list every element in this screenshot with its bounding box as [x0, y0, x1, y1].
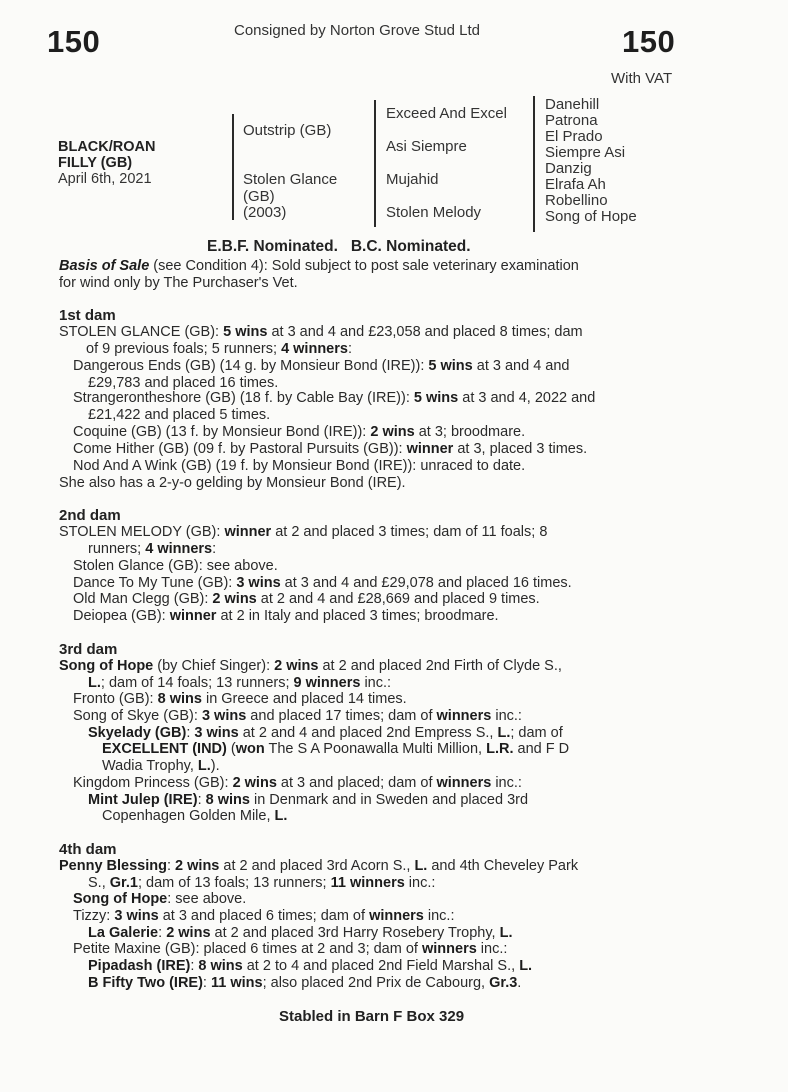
- gen3-name: El Prado: [545, 128, 603, 145]
- dam1-line: Come Hither (GB) (09 f. by Pastoral Pursuits (GB)): winner at 3, placed 3 times.: [73, 441, 588, 457]
- section-heading-2nd-dam: 2nd dam: [59, 507, 121, 524]
- dam3-line: L.; dam of 14 foals; 13 runners; 9 winners inc.:: [88, 675, 392, 691]
- section-heading-3rd-dam: 3rd dam: [59, 641, 118, 658]
- dam1-line: of 9 previous foals; 5 runners; 4 winners:: [86, 341, 352, 357]
- dam3-line: Wadia Trophy, L.).: [102, 758, 220, 774]
- dam4-line: La Galerie: 2 wins at 2 and placed 3rd Harry Rosebery Trophy, L.: [88, 925, 513, 941]
- basis-of-sale-cont: for wind only by The Purchaser's Vet.: [59, 275, 298, 291]
- gen3-name: Danzig: [545, 160, 592, 177]
- dam3-line: Skyelady (GB): 3 wins at 2 and 4 and placed 2nd Empress S., L.; dam of: [88, 725, 563, 741]
- dam-sire: Mujahid: [386, 171, 439, 188]
- dam2-line: Old Man Clegg (GB): 2 wins at 2 and 4 and £28,669 and placed 9 times.: [73, 591, 540, 607]
- dam-country: (GB): [243, 188, 275, 205]
- dam1-line: £21,422 and placed 5 times.: [88, 407, 271, 423]
- dam2-line: Deiopea (GB): winner at 2 in Italy and placed 3 times; broodmare.: [73, 608, 499, 624]
- dam2-line: Dance To My Tune (GB): 3 wins at 3 and 4 and £29,078 and placed 16 times.: [73, 575, 572, 591]
- stabling-location: Stabled in Barn F Box 329: [279, 1008, 465, 1025]
- nominations: E.B.F. Nominated. B.C. Nominated.: [207, 238, 471, 255]
- dam4-line: B Fifty Two (IRE): 11 wins; also placed 2nd Prix de Cabourg, Gr.3.: [88, 975, 522, 991]
- horse-sex-country: FILLY (GB): [58, 155, 133, 171]
- lot-number-left: 150: [47, 24, 101, 59]
- dam2-line: STOLEN MELODY (GB): winner at 2 and placed 3 times; dam of 11 foals; 8: [59, 524, 548, 540]
- gen3-name: Danehill: [545, 96, 600, 113]
- dam2-line: runners; 4 winners:: [88, 541, 217, 557]
- dam1-line: Coquine (GB) (13 f. by Monsieur Bond (IRE)): 2 wins at 3; broodmare.: [73, 424, 526, 440]
- dam1-line: Strangerontheshore (GB) (18 f. by Cable Bay (IRE)): 5 wins at 3 and 4, 2022 and: [73, 390, 596, 406]
- dam3-line: Mint Julep (IRE): 8 wins in Denmark and in Sweden and placed 3rd: [88, 792, 529, 808]
- section-heading-1st-dam: 1st dam: [59, 307, 116, 324]
- gen3-name: Robellino: [545, 192, 608, 209]
- foaling-date: April 6th, 2021: [58, 171, 152, 187]
- dam3-line: Song of Skye (GB): 3 wins and placed 17 times; dam of winners inc.:: [73, 708, 522, 724]
- dam-dam: Stolen Melody: [386, 204, 482, 221]
- sire: Outstrip (GB): [243, 122, 332, 139]
- pedigree-divider: [232, 114, 234, 220]
- sire-dam: Asi Siempre: [386, 138, 467, 155]
- lot-number-right: 150: [622, 24, 676, 59]
- pedigree-gen3: [545, 97, 637, 225]
- dam2-line: Stolen Glance (GB): see above.: [73, 558, 278, 574]
- horse-description: [58, 139, 155, 187]
- dam4-line: Petite Maxine (GB): placed 6 times at 2 and 3; dam of winners inc.:: [73, 941, 508, 957]
- dam1-line: Nod And A Wink (GB) (19 f. by Monsieur Bond (IRE)): unraced to date.: [73, 458, 526, 474]
- gen3-name: Siempre Asi: [545, 144, 626, 161]
- consignor: Consigned by Norton Grove Stud Ltd: [234, 22, 480, 39]
- pedigree-divider: [533, 96, 535, 232]
- dam4-line: S., Gr.1; dam of 13 foals; 13 runners; 11 winners inc.:: [88, 875, 436, 891]
- dam1-line: £29,783 and placed 16 times.: [88, 375, 279, 391]
- dam1-line: She also has a 2-y-o gelding by Monsieur Bond (IRE).: [59, 475, 406, 491]
- dam3-line: EXCELLENT (IND) (won The S A Poonawalla Multi Million, L.R. and F D: [102, 741, 570, 757]
- dam3-line: Fronto (GB): 8 wins in Greece and placed 14 times.: [73, 691, 407, 707]
- dam-name: Stolen Glance: [243, 171, 338, 188]
- basis-of-sale: Basis of Sale (see Condition 4): Sold subject to post sale veterinary examination: [59, 258, 579, 274]
- dam1-line: STOLEN GLANCE (GB): 5 wins at 3 and 4 and £23,058 and placed 8 times; dam: [59, 324, 583, 340]
- section-heading-4th-dam: 4th dam: [59, 841, 117, 858]
- gen3-name: Elrafa Ah: [545, 176, 606, 193]
- vat-note: With VAT: [611, 70, 673, 87]
- dam3-line: Kingdom Princess (GB): 2 wins at 3 and placed; dam of winners inc.:: [73, 775, 522, 791]
- sire-sire: Exceed And Excel: [386, 105, 507, 122]
- dam-year: (2003): [243, 204, 287, 221]
- basis-label: Basis of Sale: [59, 258, 150, 274]
- gen3-name: Song of Hope: [545, 208, 637, 225]
- dam3-line: Song of Hope (by Chief Singer): 2 wins at 2 and placed 2nd Firth of Clyde S.,: [59, 658, 562, 674]
- gen3-name: Patrona: [545, 112, 598, 129]
- dam4-line: Song of Hope: see above.: [73, 891, 247, 907]
- dam4-line: Penny Blessing: 2 wins at 2 and placed 3rd Acorn S., L. and 4th Cheveley Park: [59, 858, 579, 874]
- dam4-line: Tizzy: 3 wins at 3 and placed 6 times; dam of winners inc.:: [73, 908, 455, 924]
- dam1-line: Dangerous Ends (GB) (14 g. by Monsieur Bond (IRE)): 5 wins at 3 and 4 and: [73, 358, 570, 374]
- dam4-line: Pipadash (IRE): 8 wins at 2 to 4 and placed 2nd Field Marshal S., L.: [88, 958, 533, 974]
- pedigree-divider: [374, 100, 376, 227]
- dam3-line: Copenhagen Golden Mile, L.: [102, 808, 288, 824]
- horse-color-sex: BLACK/ROAN: [58, 139, 156, 155]
